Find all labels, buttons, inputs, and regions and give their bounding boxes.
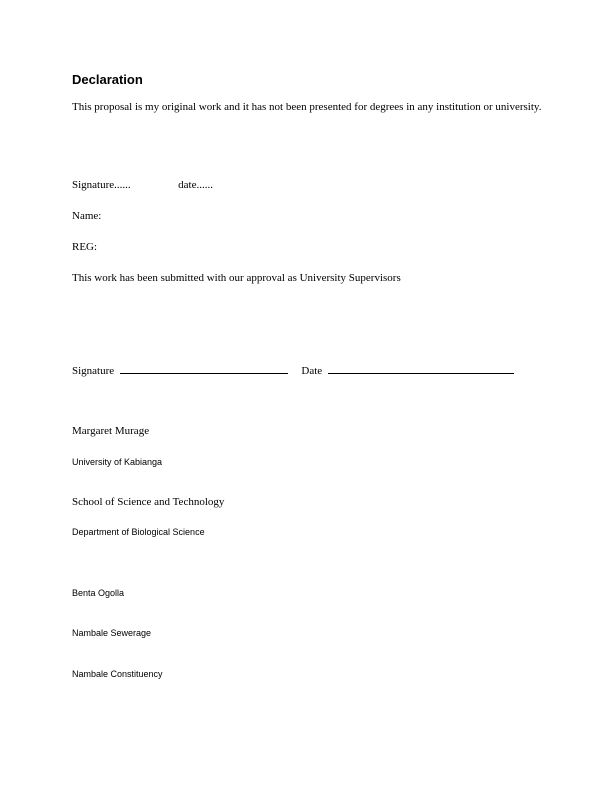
student-name-label: Name: — [72, 210, 102, 222]
supervisor-signature-label: Signature — [72, 365, 115, 377]
student-date-label: date...... — [178, 179, 213, 191]
supervisor2-location: Nambale Constituency — [72, 669, 163, 679]
student-reg-label: REG: — [72, 241, 98, 253]
supervisor2-organization: Nambale Sewerage — [72, 628, 152, 638]
declaration-heading: Declaration — [72, 72, 143, 87]
supervisor-signature-row — [72, 363, 514, 378]
supervisor2-name: Benta Ogolla — [72, 588, 125, 598]
supervisor-approval-statement: This work has been submitted with our approval as University Supervisors — [72, 272, 401, 284]
declaration-statement: This proposal is my original work and it has not been presented for degrees in any institution or university. — [72, 101, 542, 113]
supervisor1-school: School of Science and Technology — [72, 496, 225, 508]
student-signature-label: Signature...... — [72, 179, 131, 191]
supervisor-date-label: Date — [301, 365, 323, 377]
student-signature-row — [72, 178, 213, 192]
supervisor-date-line — [328, 363, 514, 374]
supervisor-signature-line — [120, 363, 288, 374]
supervisor1-department: Department of Biological Science — [72, 527, 205, 537]
supervisor1-institution: University of Kabianga — [72, 457, 163, 467]
supervisor1-name: Margaret Murage — [72, 425, 150, 437]
